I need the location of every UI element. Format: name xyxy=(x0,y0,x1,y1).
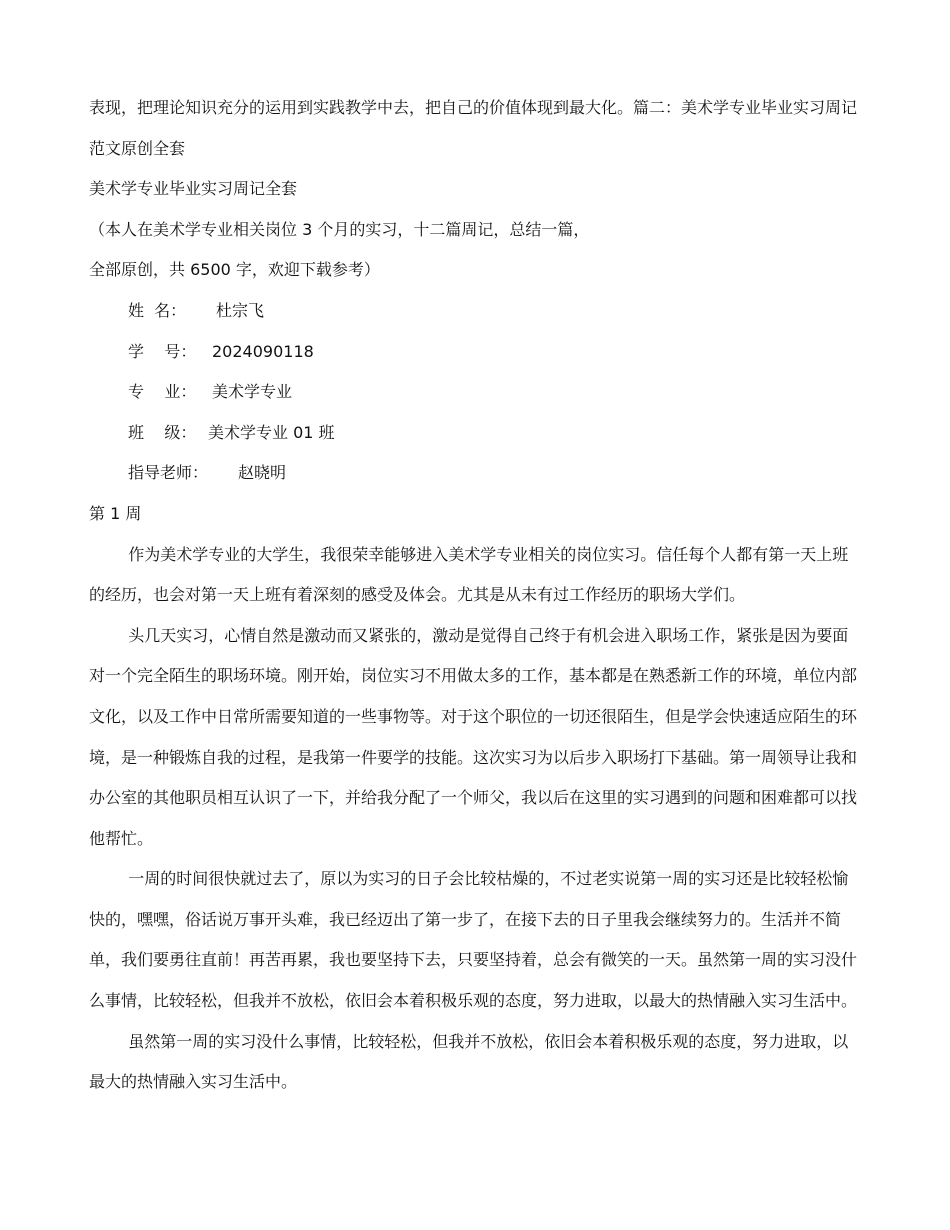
field-teacher-value: 赵晓明 xyxy=(238,463,287,483)
field-class-label: 班 级： xyxy=(128,422,197,442)
field-teacher xyxy=(89,453,864,494)
field-name xyxy=(89,291,864,332)
field-class xyxy=(89,413,864,454)
document-body xyxy=(89,88,864,1103)
body-paragraph: 头几天实习，心情自然是激动而又紧张的，激动是觉得自己终于有机会进入职场工作，紧张是因为要面对一个完全陌生的职场环境。刚开始，岗位实习不用做太多的工作，基本都是在熟悉新工作的环境，单位内部文化，以及工作中日常所需要知道的一些事物等。对于这个职位的一切还很陌生，但是学会快速适应陌生的环境，是一种锻炼自我的过程，是我第一件要学的技能。这次实习为以后步入职场打下基础。第一周领导让我和办公室的其他职员相互认识了一下，并给我分配了一个师父，我以后在这里的实习遇到的问题和困难都可以找他帮忙。 xyxy=(89,625,858,848)
field-name-value: 杜宗飞 xyxy=(216,300,265,320)
field-student-id-label: 学 号： xyxy=(128,341,197,361)
field-teacher-label: 指导老师： xyxy=(128,463,209,483)
intro-paragraph: 表现，把理论知识充分的运用到实践教学中去，把自己的价值体现到最大化。篇二：美术学专业毕业实习周记范文原创全套 xyxy=(89,98,858,158)
body-paragraph: 一周的时间很快就过去了，原以为实习的日子会比较枯燥的，不过老实说第一周的实习还是比较轻松愉快的，嘿嘿，俗话说万事开头难，我已经迈出了第一步了，在接下去的日子里我会继续努力的。生活并不简单，我们要勇往直前！再苦再累，我也要坚持下去，只要坚持着，总会有微笑的一天。虽然第一周的实习没什么事情，比较轻松，但我并不放松，依旧会本着积极乐观的态度，努力进取，以最大的热情融入实习生活中。 xyxy=(89,869,858,1011)
note-line-2: 全部原创，共 6500 字，欢迎下载参考） xyxy=(89,260,380,280)
note-line-1: （本人在美术学专业相关岗位 3 个月的实习，十二篇周记，总结一篇， xyxy=(89,219,590,239)
body-paragraph: 作为美术学专业的大学生，我很荣幸能够进入美术学专业相关的岗位实习。信任每个人都有第一天上班的经历，也会对第一天上班有着深刻的感受及体会。尤其是从未有过工作经历的职场大学们。 xyxy=(89,544,849,605)
body-paragraph: 虽然第一周的实习没什么事情，比较轻松，但我并不放松，依旧会本着积极乐观的态度，努力进取，以最大的热情融入实习生活中。 xyxy=(89,1031,849,1092)
field-major xyxy=(89,372,864,413)
field-student-id-value: 2024090118 xyxy=(212,341,314,361)
field-major-value: 美术学专业 xyxy=(212,382,293,402)
field-student-id xyxy=(89,332,864,373)
field-major-label: 专 业： xyxy=(128,382,197,402)
week-heading: 第 1 周 xyxy=(89,503,142,523)
field-name-label: 姓 名： xyxy=(128,300,187,320)
field-class-value: 美术学专业 01 班 xyxy=(208,422,335,442)
document-title: 美术学专业毕业实习周记全套 xyxy=(89,179,298,199)
